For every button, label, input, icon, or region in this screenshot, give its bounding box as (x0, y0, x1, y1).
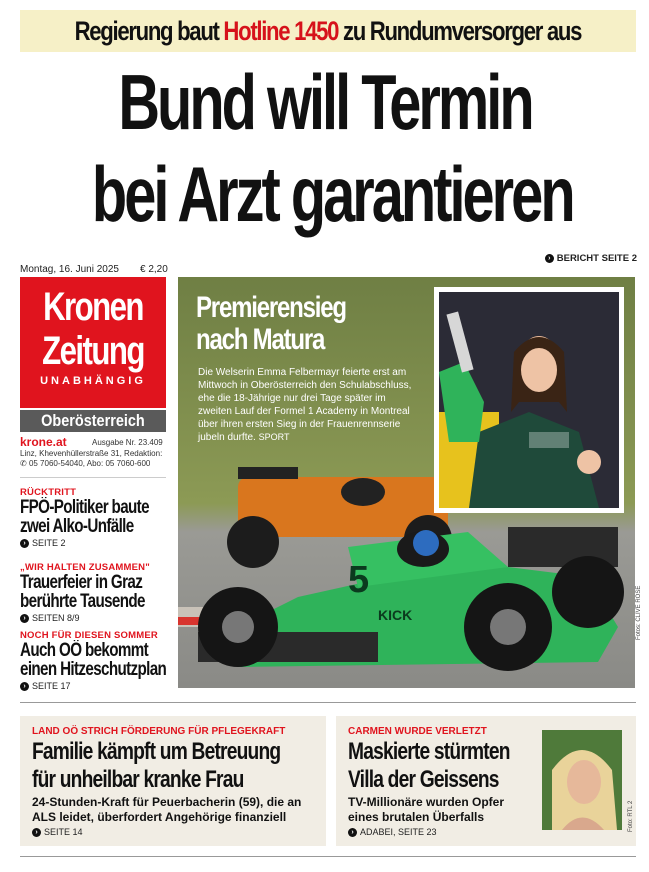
banner-headline: Regierung baut Hotline 1450 zu Rundumversorger aus (74, 15, 582, 46)
newspaper-logo[interactable]: Kronen Zeitung UNABHÄNGIG (20, 277, 166, 408)
headline-line-1: Bund will Termin (118, 58, 532, 146)
issue-price: € 2,20 (140, 264, 168, 275)
site-link[interactable]: krone.at (20, 435, 67, 449)
issue-date: Montag, 16. Juni 2025 (20, 264, 119, 275)
bericht-link[interactable]: › BERICHT SEITE 2 (545, 253, 637, 264)
arrow-icon: › (348, 828, 357, 837)
bottom-story[interactable]: LAND OÖ STRICH FÖRDERUNG FÜR PFLEGEKRAFT Familie kämpft um Betreuung für unheilbar kranke Frau 24-Stunden-Kraft für Peuerbacherin (59), die an ALS leidet, überfordert Angehörige finanziell › SEITE 14 (20, 716, 326, 846)
divider (20, 856, 636, 857)
page-ref[interactable]: › SEITE 17 (20, 681, 170, 691)
driver-portrait (439, 292, 619, 508)
issue-number: Ausgabe Nr. 23.409 (92, 438, 163, 447)
bottom-story[interactable]: CARMEN WURDE VERLETZT Maskierte stürmten Villa der Geissens TV-Millionäre wurden Opfer eines brutalen Überfalls › ADABEI, SEITE 23 (336, 716, 636, 846)
geissen-portrait[interactable] (542, 730, 622, 830)
photo-credit: Foto: RTL 2 (628, 800, 634, 832)
arrow-icon: › (545, 254, 554, 263)
woman-portrait (542, 730, 622, 830)
region-label: Oberösterreich (20, 410, 166, 432)
page-ref[interactable]: › SEITEN 8/9 (20, 613, 170, 623)
top-banner[interactable] (20, 10, 636, 52)
main-headline[interactable] (10, 56, 640, 240)
arrow-icon: › (32, 828, 41, 837)
arrow-icon: › (20, 682, 29, 691)
headline-line-2: bei Arzt garantieren (91, 150, 573, 238)
page-ref[interactable]: › ADABEI, SEITE 23 (348, 827, 624, 837)
divider (20, 702, 636, 703)
photo-credit: Fotos: CLIVE ROSE (636, 585, 642, 640)
sidebar-story[interactable]: RÜCKTRITT FPÖ-Politiker baute zwei Alko-Unfälle › SEITE 2 (20, 487, 170, 548)
divider (20, 477, 166, 478)
arrow-icon: › (20, 614, 29, 623)
svg-text:KICK: KICK (378, 607, 413, 623)
page-ref[interactable]: › SEITE 14 (32, 827, 314, 837)
winner-photo[interactable] (434, 287, 624, 513)
sidebar-story[interactable]: NOCH FÜR DIESEN SOMMER Auch OÖ bekommt einen Hitzeschutzplan › SEITE 17 (20, 630, 170, 691)
page-ref[interactable]: › SEITE 2 (20, 538, 170, 548)
address: Linz, Khevenhüllerstraße 31, Redaktion: ✆ 05 7060-54040, Abo: 05 7060-600 (20, 449, 163, 468)
feature-title[interactable]: Premierensieg nach Matura (196, 291, 346, 356)
sidebar-story[interactable]: „WIR HALTEN ZUSAMMEN" Trauerfeier in Graz berührte Tausende › SEITEN 8/9 (20, 562, 170, 623)
arrow-icon: › (20, 539, 29, 548)
feature-text: Die Welserin Emma Felbermayr feierte erst am Mittwoch in Oberösterreich den Schulabschluss, ehe die 18-Jährige nur drei Tage später im zweiten Lauf der Formel 1 Academy in Montreal über ihren ersten Sieg in der Frauenrennserie jubeln durfte. SPORT (198, 367, 412, 443)
svg-text:5: 5 (348, 559, 370, 601)
phone-icon: ✆ (20, 459, 27, 468)
